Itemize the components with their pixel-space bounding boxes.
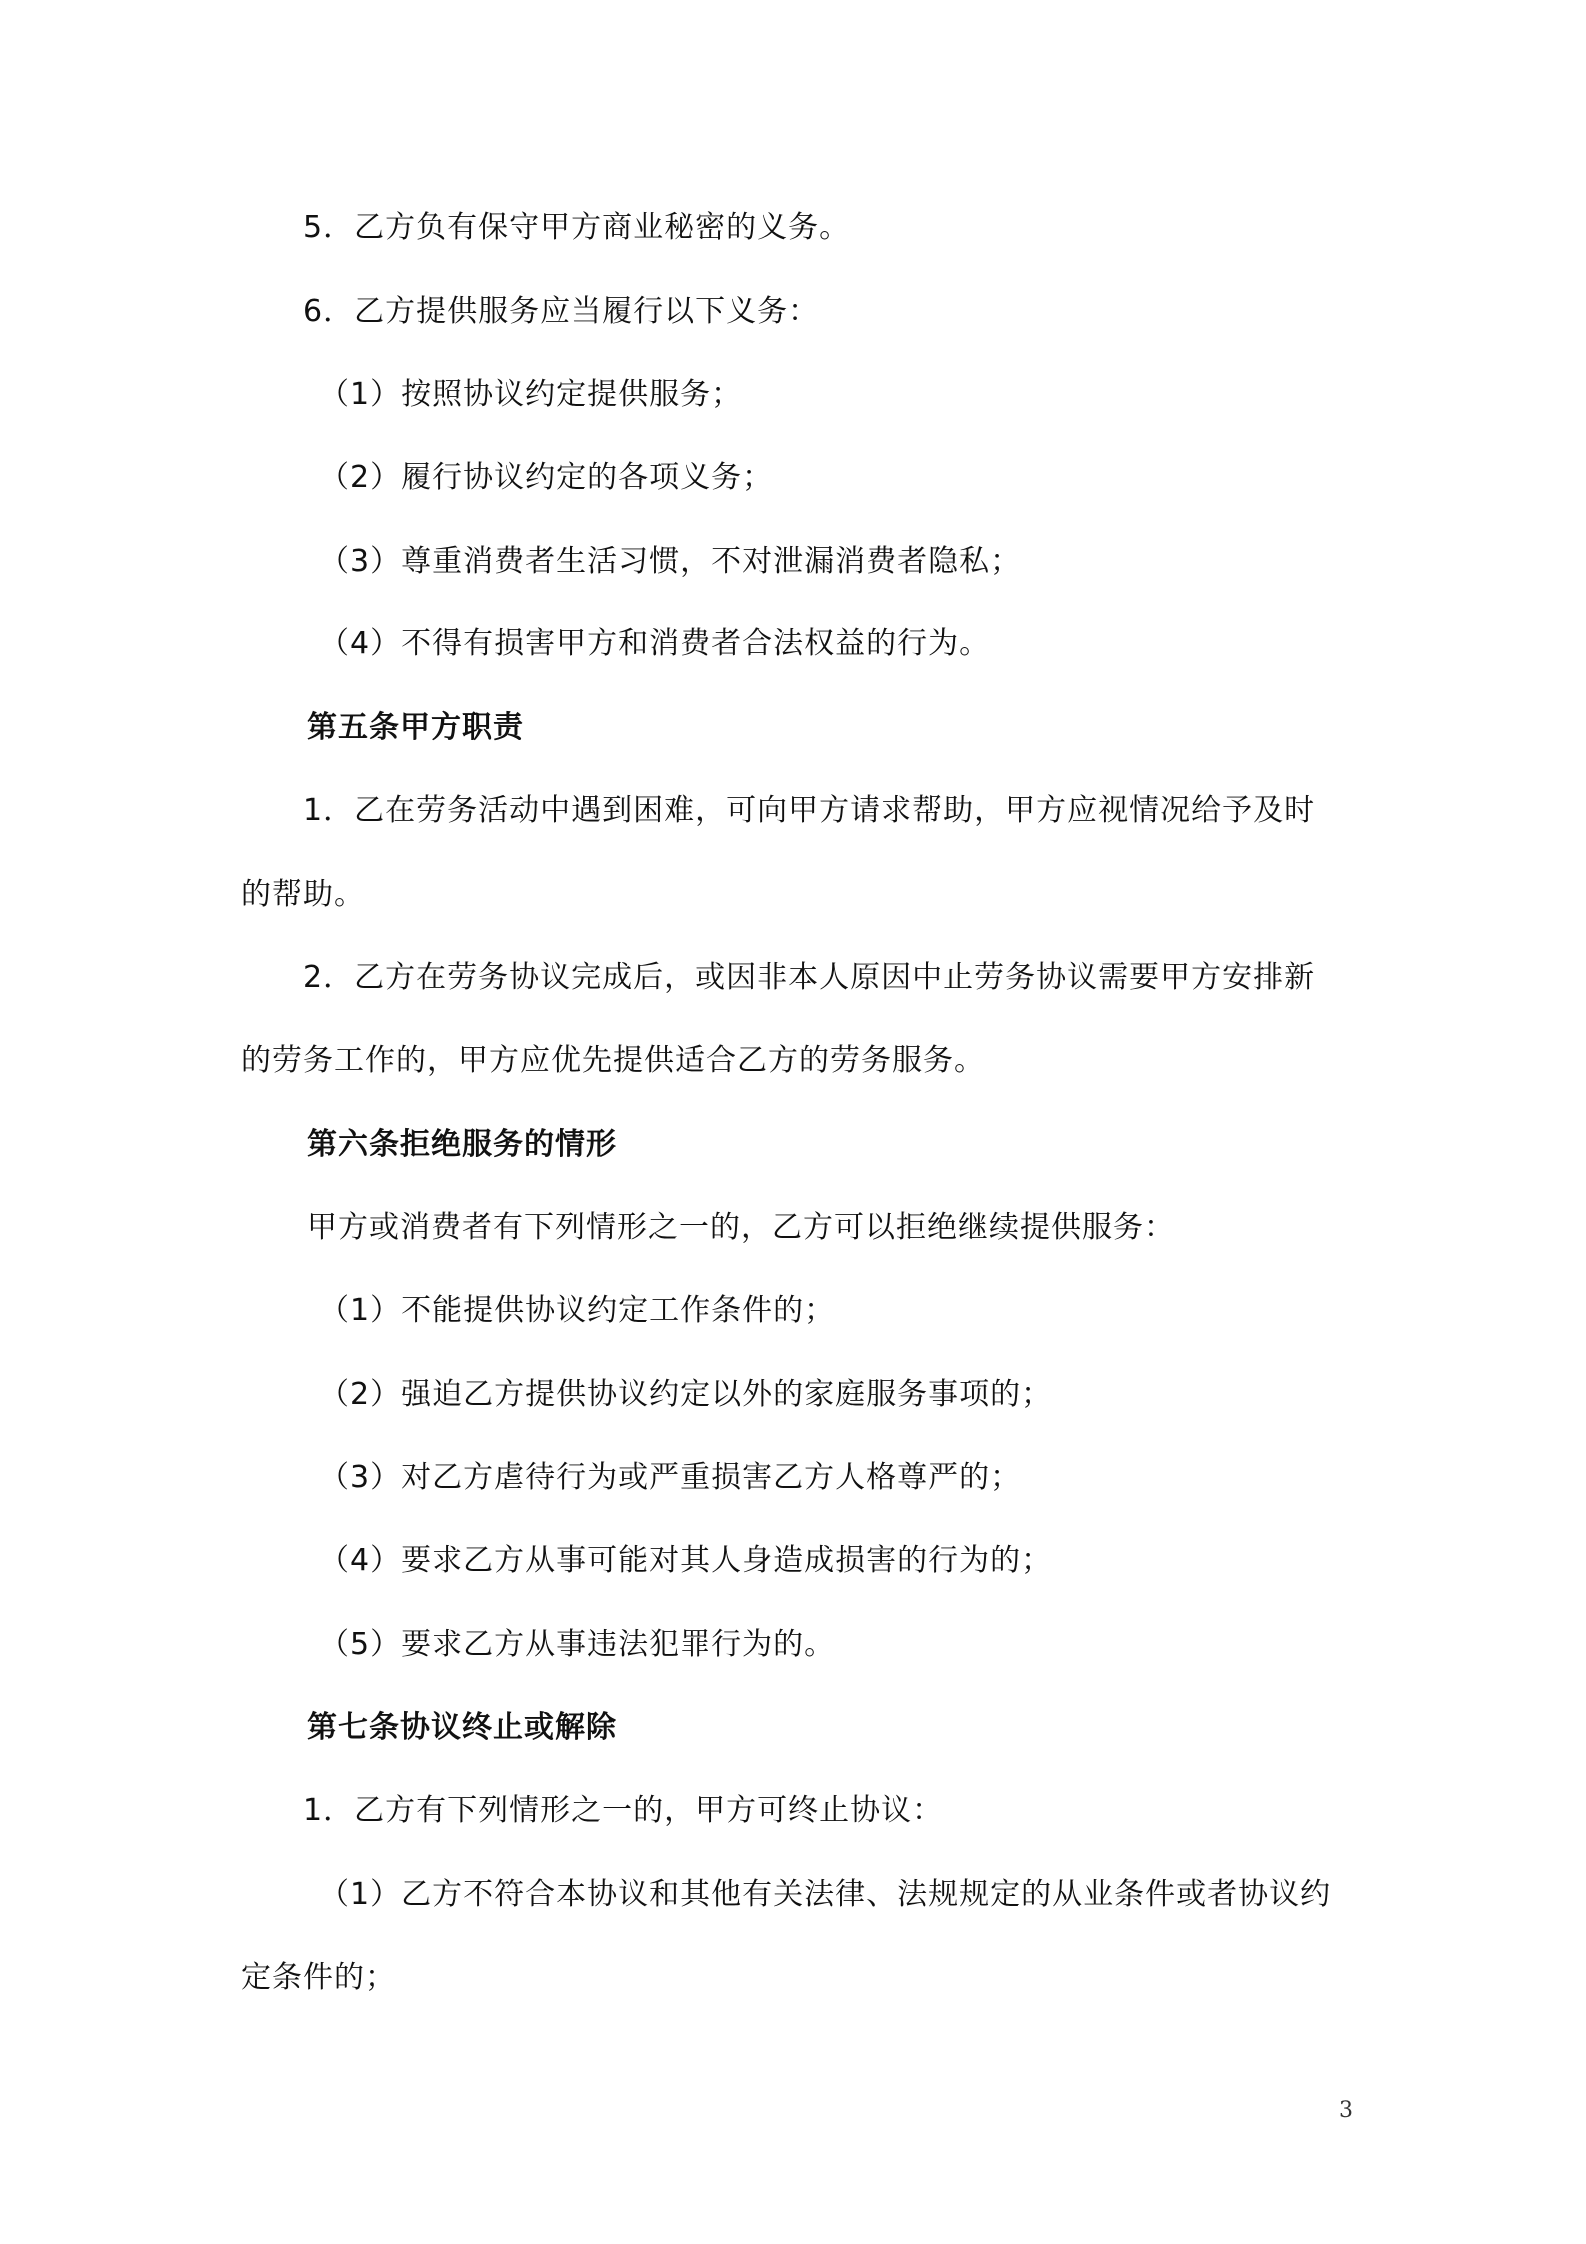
clause-4-item-5: 5．乙方负有保守甲方商业秘密的义务。 — [303, 210, 851, 245]
clause-6-heading: 第六条拒绝服务的情形 — [307, 1127, 617, 1162]
clause-4-item-6-sub-4: （4）不得有损害甲方和消费者合法权益的行为。 — [319, 626, 991, 661]
clause-5-item-2-continued: 的劳务工作的，甲方应优先提供适合乙方的劳务服务。 — [241, 1043, 985, 1078]
clause-7-item-1: 1．乙方有下列情形之一的，甲方可终止协议： — [303, 1793, 944, 1828]
clause-5-heading: 第五条甲方职责 — [307, 710, 524, 745]
clause-4-item-6-sub-3: （3）尊重消费者生活习惯，不对泄漏消费者隐私； — [319, 544, 1022, 579]
clause-5-item-1: 1．乙在劳务活动中遇到困难，可向甲方请求帮助，甲方应视情况给予及时 — [303, 793, 1316, 828]
clause-4-item-6-sub-1: （1）按照协议约定提供服务； — [319, 377, 743, 412]
clause-7-heading: 第七条协议终止或解除 — [307, 1710, 617, 1745]
clause-6-sub-5: （5）要求乙方从事违法犯罪行为的。 — [319, 1627, 836, 1662]
clause-5-item-2: 2．乙方在劳务协议完成后，或因非本人原因中止劳务协议需要甲方安排新 — [303, 960, 1316, 995]
clause-4-item-6-sub-2: （2）履行协议约定的各项义务； — [319, 460, 774, 495]
clause-6-sub-3: （3）对乙方虐待行为或严重损害乙方人格尊严的； — [319, 1460, 1022, 1495]
page-number: 3 — [1339, 2098, 1353, 2123]
clause-7-item-1-sub-1: （1）乙方不符合本协议和其他有关法律、法规规定的从业条件或者协议约 — [319, 1877, 1332, 1912]
clause-6-sub-2: （2）强迫乙方提供协议约定以外的家庭服务事项的； — [319, 1377, 1053, 1412]
clause-5-item-1-continued: 的帮助。 — [241, 877, 365, 912]
clause-6-sub-4: （4）要求乙方从事可能对其人身造成损害的行为的； — [319, 1543, 1053, 1578]
clause-4-item-6: 6．乙方提供服务应当履行以下义务： — [303, 294, 820, 329]
clause-7-item-1-sub-1-continued: 定条件的； — [241, 1960, 396, 1995]
clause-6-sub-1: （1）不能提供协议约定工作条件的； — [319, 1293, 836, 1328]
clause-6-intro: 甲方或消费者有下列情形之一的，乙方可以拒绝继续提供服务： — [307, 1210, 1175, 1245]
